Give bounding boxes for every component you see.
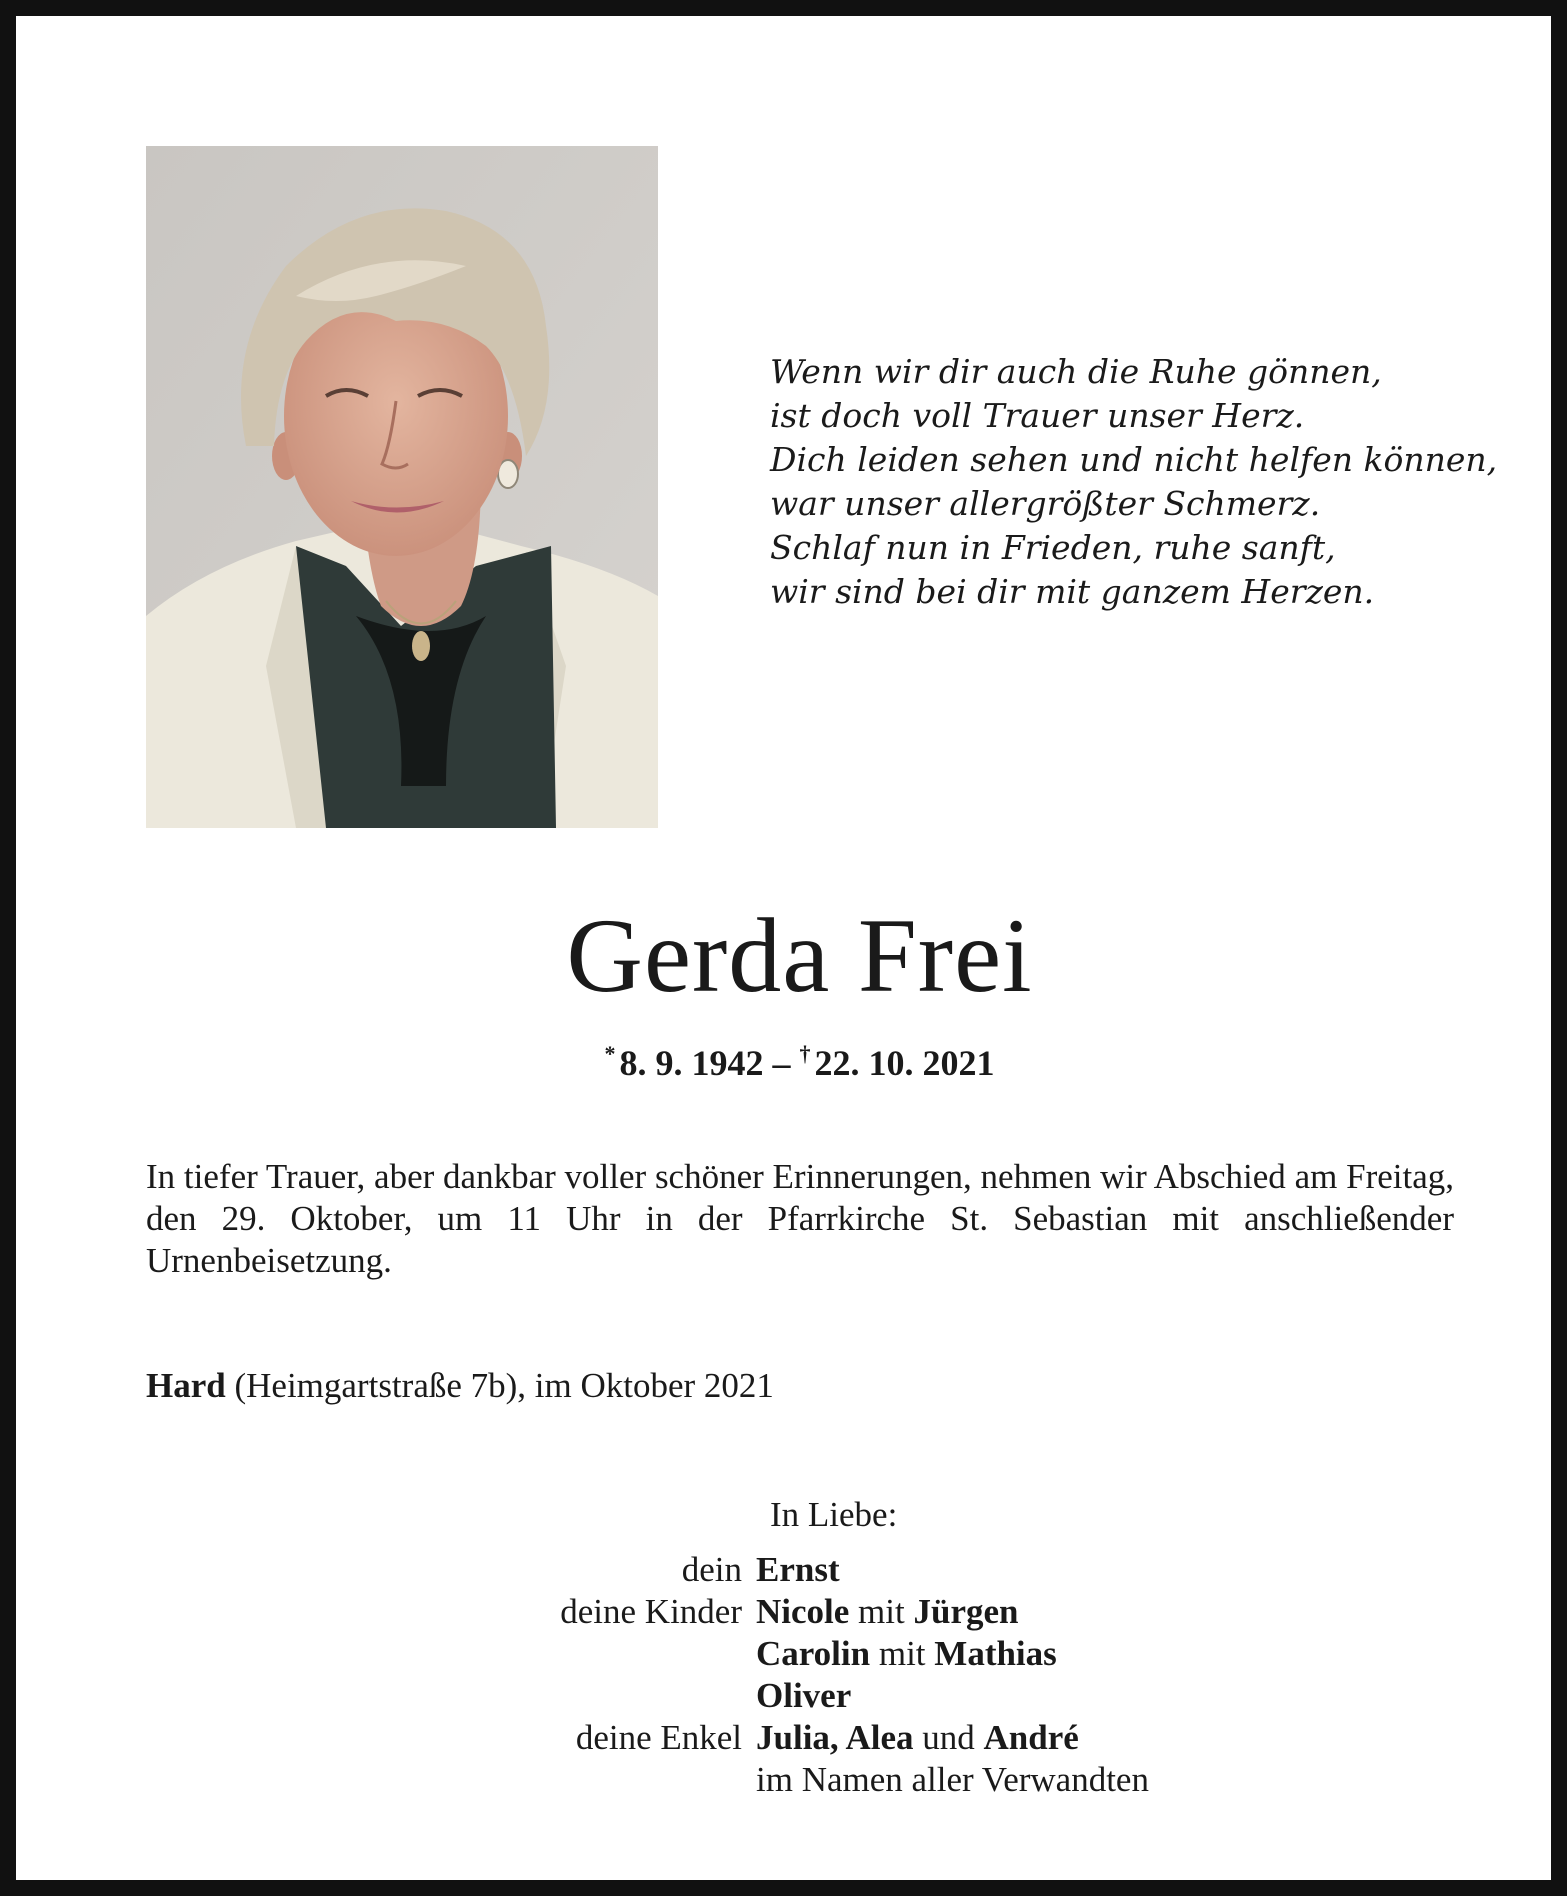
mourner-row: [16, 1759, 1567, 1801]
poem-line: wir sind bei dir mit ganzem Herzen.: [770, 572, 1375, 611]
address-and-date: (Heimgartstraße 7b), im Oktober 2021: [225, 1366, 774, 1405]
mourner-name: André: [983, 1718, 1079, 1757]
town-name: Hard: [146, 1366, 226, 1405]
mourner-names: [756, 1549, 840, 1591]
poem-line: Wenn wir dir auch die Ruhe gönnen,: [770, 352, 1382, 391]
mourner-role: dein: [681, 1550, 742, 1589]
poem-line: Schlaf nun in Frieden, ruhe sanft,: [770, 528, 1336, 567]
mourner-name: Julia, Alea: [756, 1718, 914, 1757]
mourner-row: [16, 1591, 1567, 1633]
mourner-names: [756, 1759, 1149, 1801]
birth-symbol: *: [604, 1041, 616, 1066]
mourner-connector: im Namen aller Verwandten: [756, 1760, 1149, 1799]
poem-line: ist doch voll Trauer unser Herz.: [770, 396, 1305, 435]
death-symbol: †: [799, 1041, 811, 1066]
signoff-intro: In Liebe:: [770, 1495, 898, 1534]
mourner-role: [16, 1675, 756, 1717]
poem: [770, 350, 1530, 614]
mourner-names: [756, 1591, 1018, 1633]
place-and-date: [146, 1365, 1446, 1407]
mourner-names: [756, 1717, 1079, 1759]
mourner-role: deine Kinder: [560, 1592, 742, 1631]
mourner-role: deine Enkel: [575, 1718, 742, 1757]
mourner-name: Carolin: [756, 1634, 871, 1673]
poem-line: war unser allergrößter Schmerz.: [770, 484, 1321, 523]
mourner-connector: mit: [870, 1634, 935, 1673]
mourners-list: [16, 1549, 1567, 1801]
death-date: 22. 10. 2021: [814, 1043, 995, 1083]
life-dates: [16, 1030, 1567, 1087]
mourner-row: [16, 1549, 1567, 1591]
mourner-name: Mathias: [934, 1634, 1057, 1673]
mourner-names: [756, 1675, 851, 1717]
mourner-role: [16, 1633, 756, 1675]
pendant: [412, 631, 430, 661]
mourner-row: [16, 1717, 1567, 1759]
mourner-row: [16, 1675, 1567, 1717]
mourner-connector: und: [913, 1718, 984, 1757]
mourner-names: [756, 1633, 1057, 1675]
portrait-image: [146, 146, 658, 828]
mourner-connector: mit: [849, 1592, 914, 1631]
mourner-row: [16, 1633, 1567, 1675]
birth-date: 8. 9. 1942: [619, 1043, 764, 1083]
funeral-announcement: In tiefer Trauer, aber dankbar voller schöner Erinnerungen, nehmen wir Abschied am Freitag, den 29. Oktober, um 11 Uhr in der Pfarrkirche St. Sebastian mit anschließender Urnenbeisetzung.: [146, 1157, 1454, 1280]
deceased-name: Gerda Frei: [566, 897, 1033, 1014]
portrait-photo: [146, 146, 658, 828]
mourner-name: Ernst: [756, 1550, 840, 1589]
mourner-name: Jürgen: [913, 1592, 1019, 1631]
date-separator: –: [763, 1043, 800, 1083]
poem-line: Dich leiden sehen und nicht helfen können,: [770, 440, 1498, 479]
mourner-name: Oliver: [756, 1676, 852, 1715]
mourner-name: Nicole: [756, 1592, 850, 1631]
mourner-role: [16, 1759, 756, 1801]
